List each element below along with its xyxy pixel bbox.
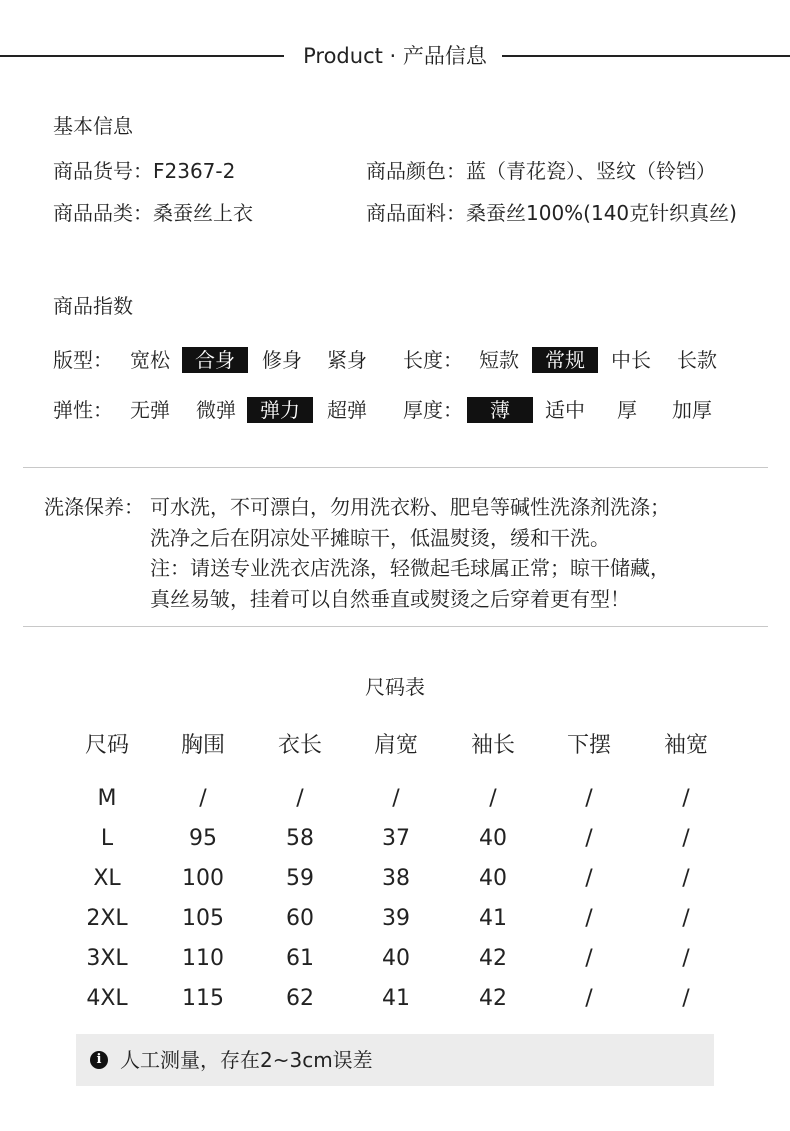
thickness-option-medium: 适中 (545, 398, 585, 422)
table-cell: 3XL (86, 946, 128, 971)
length-option-long: 长款 (677, 348, 717, 372)
field-value: 桑蚕丝上衣 (153, 201, 253, 225)
length-option-short: 短款 (479, 348, 519, 372)
field-item-number (53, 158, 235, 184)
table-cell: 4XL (86, 986, 128, 1011)
table-cell: 42 (479, 946, 507, 971)
table-cell: 58 (286, 826, 314, 851)
table-cell: L (100, 826, 114, 851)
fit-option-slim: 修身 (262, 348, 302, 372)
table-cell: 105 (182, 906, 224, 931)
stretch-label: 弹性： (53, 398, 113, 422)
table-cell: / (682, 866, 690, 891)
table-cell: M (97, 786, 117, 811)
fit-option-regular-selected: 合身 (182, 347, 248, 373)
table-cell: / (682, 826, 690, 851)
table-cell: / (682, 946, 690, 971)
note-text: 人工测量，存在2~3cm误差 (120, 1048, 373, 1072)
table-cell: 62 (286, 986, 314, 1011)
table-cell: / (585, 986, 593, 1011)
field-fabric (366, 200, 737, 226)
field-category (53, 200, 253, 226)
length-label: 长度： (403, 348, 463, 372)
thickness-option-thick: 厚 (617, 398, 637, 422)
table-cell: / (585, 946, 593, 971)
fit-option-tight: 紧身 (327, 348, 367, 372)
field-color (366, 158, 716, 184)
size-table-title: 尺码表 (365, 675, 425, 699)
stretch-option-super: 超弹 (327, 398, 367, 422)
table-cell: 39 (382, 906, 410, 931)
header-cell: 尺码 (84, 733, 129, 758)
header-cell: 袖宽 (663, 733, 708, 758)
header-cell: 肩宽 (373, 733, 418, 758)
table-cell: 100 (182, 866, 224, 891)
table-cell: / (392, 786, 400, 811)
field-label: 商品品类： (53, 201, 153, 225)
table-cell: 59 (286, 866, 314, 891)
table-cell: 38 (382, 866, 410, 891)
table-cell: / (489, 786, 497, 811)
table-cell: / (585, 826, 593, 851)
table-cell: / (682, 906, 690, 931)
table-cell: / (585, 786, 593, 811)
table-cell: 40 (479, 826, 507, 851)
table-cell: 37 (382, 826, 410, 851)
table-cell: / (682, 786, 690, 811)
field-value: F2367-2 (153, 159, 236, 183)
table-cell: 110 (182, 946, 224, 971)
table-cell: 41 (479, 906, 507, 931)
stretch-option-slight: 微弹 (196, 398, 236, 422)
care-line-1: 可水洗，不可漂白，勿用洗衣粉、肥皂等碱性洗涤剂洗涤； (150, 495, 670, 519)
table-cell: XL (93, 866, 121, 891)
care-line-3: 注：请送专业洗衣店洗涤，轻微起毛球属正常；晾干储藏， (150, 556, 670, 580)
index-heading: 商品指数 (53, 294, 133, 318)
page-title: Product · 产品信息 (303, 44, 487, 68)
table-cell: 60 (286, 906, 314, 931)
length-option-mid: 中长 (611, 348, 651, 372)
header-cell: 袖长 (470, 733, 515, 758)
table-cell: 40 (479, 866, 507, 891)
fit-option-loose: 宽松 (130, 348, 170, 372)
field-label: 商品颜色： (366, 159, 466, 183)
table-cell: 41 (382, 986, 410, 1011)
header-cell: 衣长 (277, 733, 322, 758)
thickness-option-extra-thick: 加厚 (672, 398, 712, 422)
field-value: 蓝（青花瓷）、竖纹（铃铛） (466, 159, 716, 183)
stretch-option-none: 无弹 (130, 398, 170, 422)
header-cell: 胸围 (180, 733, 225, 758)
table-cell: 115 (182, 986, 224, 1011)
header-cell: 下摆 (566, 733, 611, 758)
care-line-2: 洗净之后在阴凉处平摊晾干，低温熨烫，缓和干洗。 (150, 525, 610, 550)
field-label: 商品面料： (366, 201, 466, 225)
field-value: 桑蚕丝100%(140克针织真丝) (466, 201, 737, 225)
info-icon: i (90, 1051, 108, 1069)
table-cell: 2XL (86, 906, 128, 931)
basic-info-heading: 基本信息 (53, 114, 133, 138)
fit-label: 版型： (53, 348, 113, 372)
length-option-regular-selected: 常规 (532, 347, 598, 373)
care-label: 洗涤保养： (44, 495, 144, 519)
header-rule-right (502, 55, 790, 57)
care-line-4: 真丝易皱，挂着可以自然垂直或熨烫之后穿着更有型！ (150, 586, 630, 611)
table-cell: / (296, 786, 304, 811)
table-cell: / (199, 786, 207, 811)
table-cell: 42 (479, 986, 507, 1011)
table-cell: 95 (189, 826, 217, 851)
table-cell: 61 (286, 946, 314, 971)
divider-bottom (23, 626, 768, 627)
table-cell: / (585, 866, 593, 891)
field-label: 商品货号： (53, 159, 153, 183)
table-cell: / (585, 906, 593, 931)
divider-top (23, 467, 768, 468)
measurement-note (76, 1034, 714, 1086)
thickness-option-thin-selected: 薄 (467, 397, 533, 423)
stretch-option-stretch-selected: 弹力 (247, 397, 313, 423)
table-cell: 40 (382, 946, 410, 971)
table-cell: / (682, 986, 690, 1011)
thickness-label: 厚度： (403, 398, 463, 422)
